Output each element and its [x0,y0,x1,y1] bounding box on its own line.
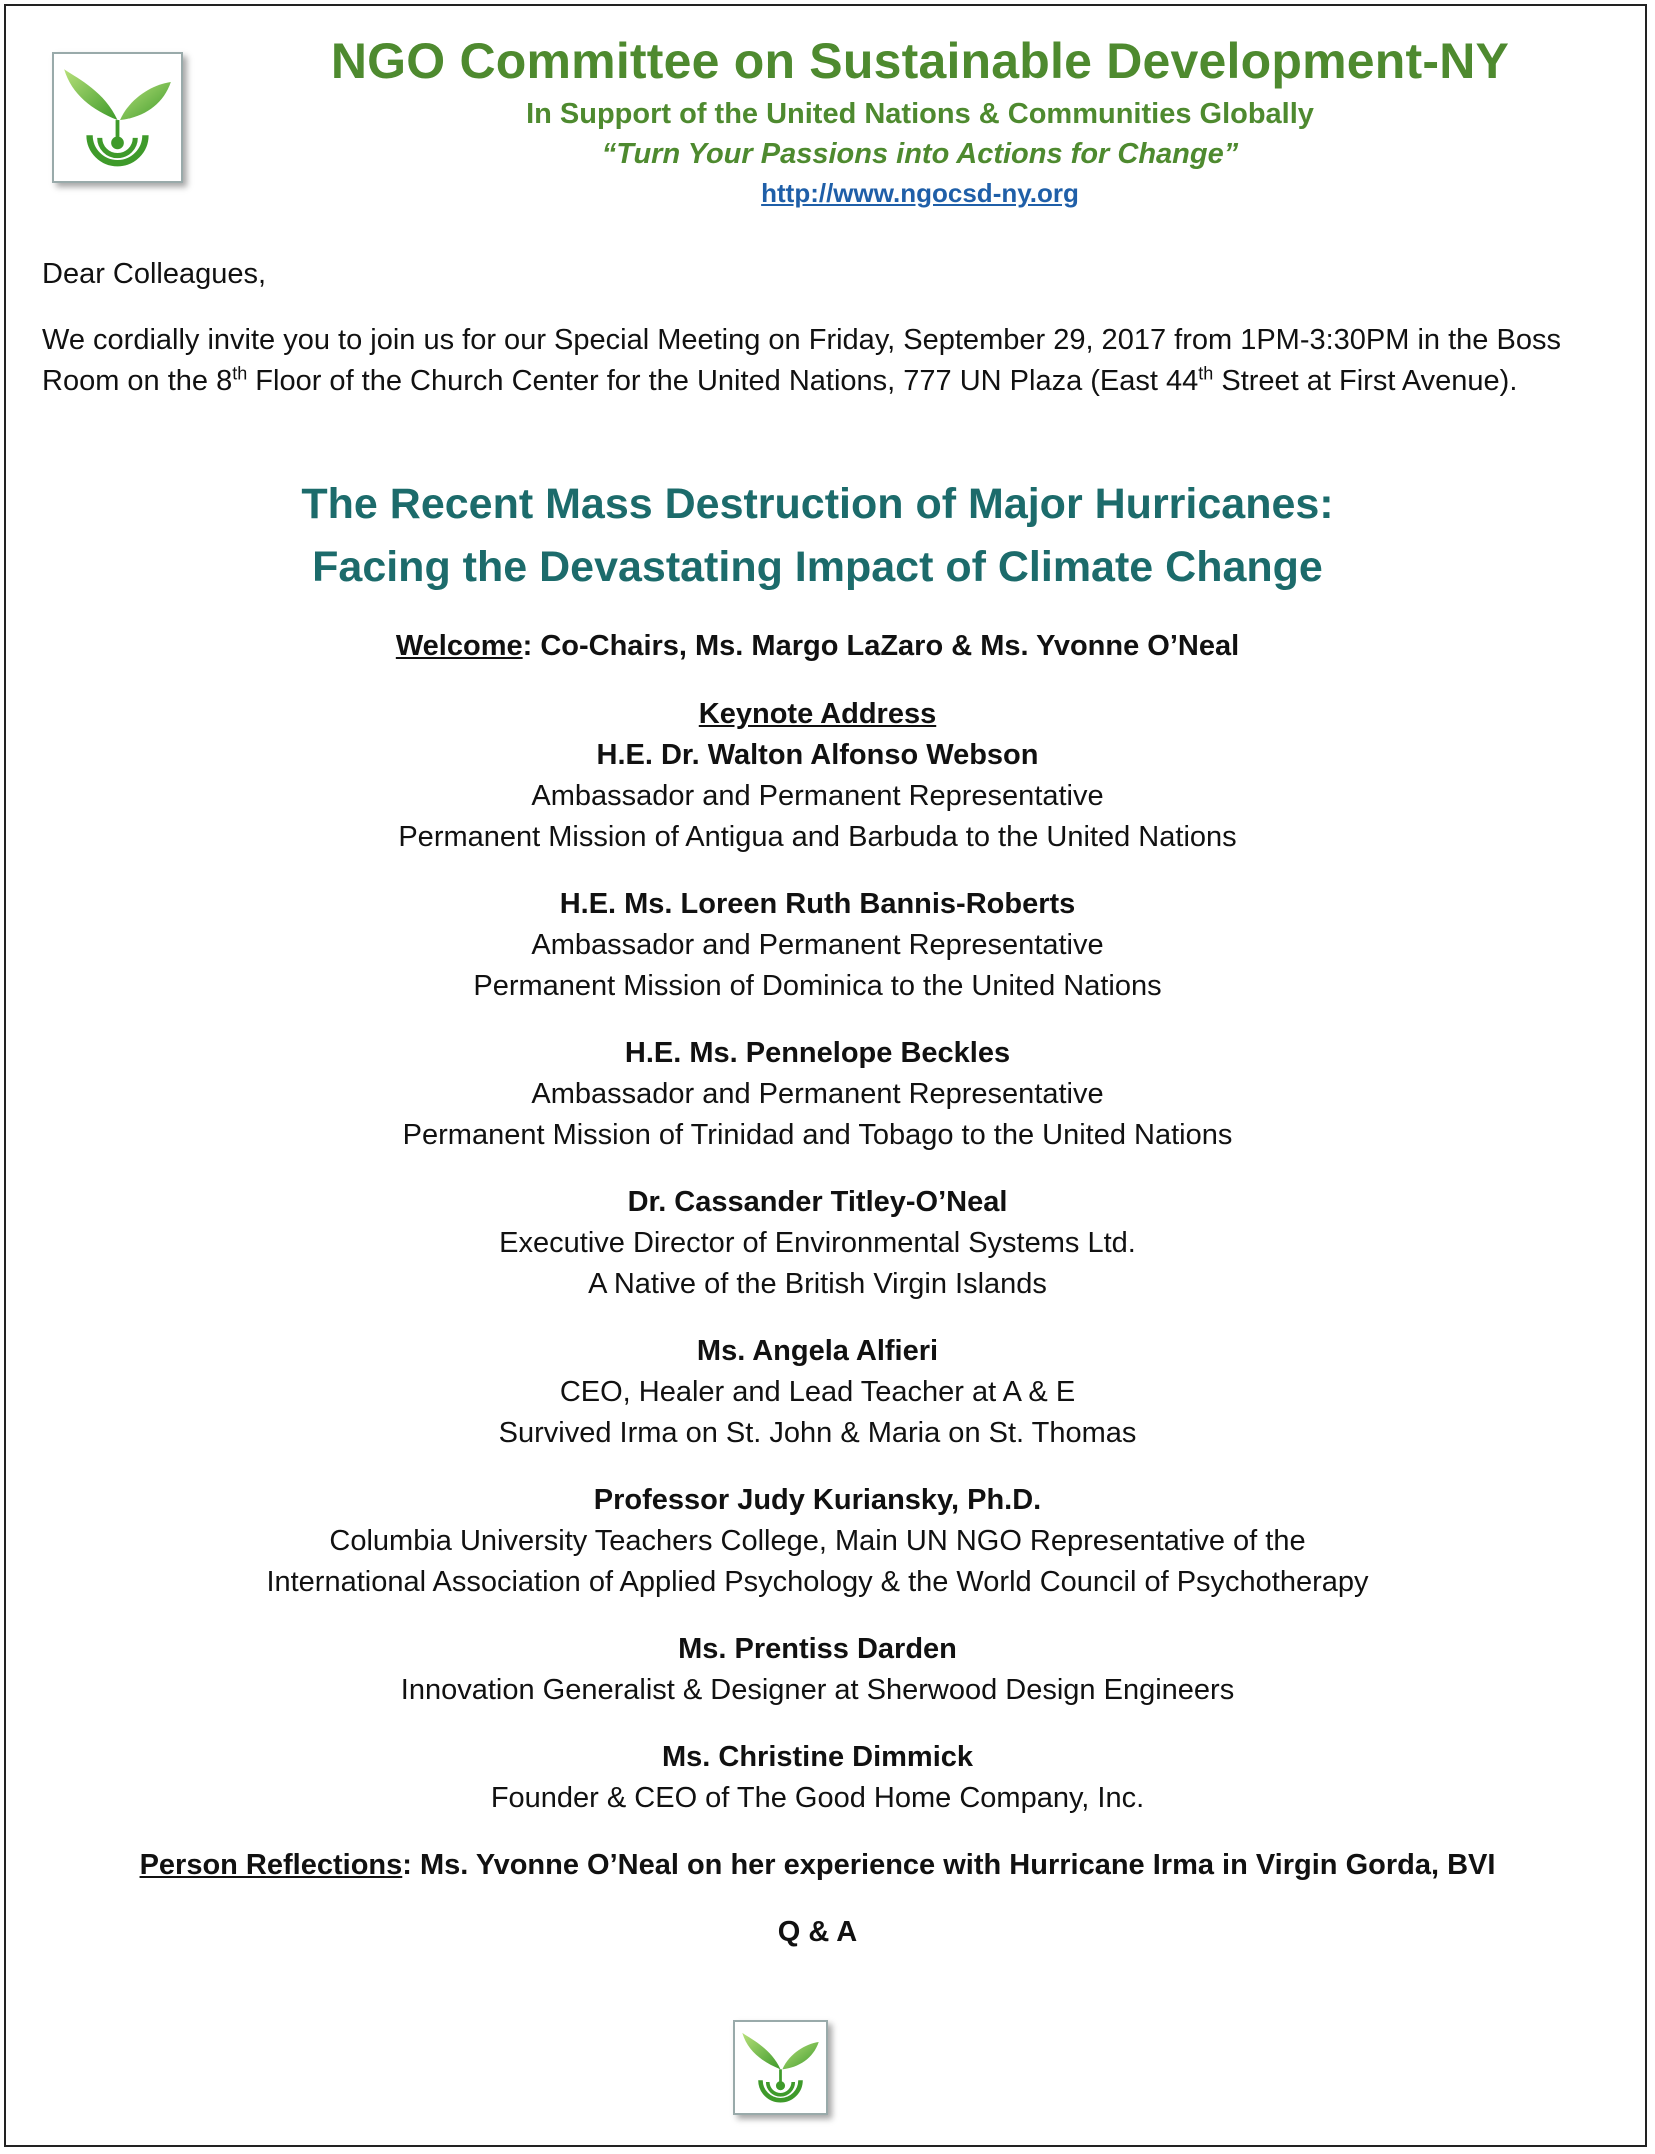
speaker-detail: Columbia University Teachers College, Main UN NGO Representative of the [329,1525,1306,1557]
letterhead [200,28,1640,212]
speaker-detail: Permanent Mission of Antigua and Barbuda to the United Nations [398,821,1237,853]
event-title [40,473,1595,599]
speaker-detail: Ambassador and Permanent Representative [531,780,1104,812]
speaker-detail: Permanent Mission of Dominica to the United Nations [473,970,1162,1002]
speaker-detail: Ambassador and Permanent Representative [531,1078,1104,1110]
speaker-detail: CEO, Healer and Lead Teacher at A & E [559,1376,1076,1408]
speaker-detail: International Association of Applied Psychology & the World Council of Psychotherapy [266,1566,1369,1598]
program [40,626,1595,1953]
reflections-label: Person Reflections [139,1849,403,1881]
event-title-line-2: Facing the Devastating Impact of Climate Change [312,543,1323,591]
salutation: Dear Colleagues, [42,258,267,290]
speaker-name: Professor Judy Kuriansky, Ph.D. [593,1484,1042,1516]
keynote-heading: Keynote Address [698,698,937,730]
speaker-detail: Founder & CEO of The Good Home Company, Inc. [490,1782,1145,1814]
reflections-line: Person Reflections: Ms. Yvonne O’Neal on her experience with Hurricane Irma in Virgin Gorda, BVI [139,1849,1496,1881]
tagline: In Support of the United Nations & Communities Globally [526,98,1314,130]
speaker-name: H.E. Ms. Pennelope Beckles [624,1037,1011,1069]
speaker-detail: Executive Director of Environmental Systems Ltd. [499,1227,1136,1259]
speaker-name: Ms. Christine Dimmick [661,1741,974,1773]
speaker-name: H.E. Ms. Loreen Ruth Bannis-Roberts [559,888,1076,920]
qa-line: Q & A [777,1916,858,1948]
speaker-name: Ms. Angela Alfieri [696,1335,939,1367]
speaker-detail: Innovation Generalist & Designer at Sherwood Design Engineers [400,1674,1235,1706]
welcome-label: Welcome [395,630,523,662]
event-title-line-1: The Recent Mass Destruction of Major Hurricanes: [301,480,1334,528]
speaker-detail: Ambassador and Permanent Representative [531,929,1104,961]
speaker-name: Dr. Cassander Titley-O’Neal [627,1186,1008,1218]
speaker-detail: Survived Irma on St. John & Maria on St. Thomas [498,1417,1137,1449]
speaker-name: Ms. Prentiss Darden [678,1633,957,1665]
sprout-logo-icon [733,2020,828,2115]
org-name: NGO Committee on Sustainable Development-NY [330,33,1510,89]
speaker-detail: A Native of the British Virgin Islands [588,1268,1047,1300]
welcome-line: Welcome: Co-Chairs, Ms. Margo LaZaro & Ms. Yvonne O’Neal [395,630,1240,662]
sprout-logo-icon [52,52,183,183]
speaker-detail: Permanent Mission of Trinidad and Tobago to the United Nations [402,1119,1233,1151]
invitation-paragraph: We cordially invite you to join us for our Special Meeting on Friday, September 29, 2017 from 1PM-3:30PM in the Boss Room on the 8th Floor of the Church Center for the United Nations, 777 UN Plaza (East 44th Street at First Avenue). [42,324,1561,397]
speaker-name: H.E. Dr. Walton Alfonso Webson [596,739,1039,771]
website-link[interactable]: http://www.ngocsd-ny.org [761,178,1079,208]
motto: “Turn Your Passions into Actions for Change” [601,138,1239,170]
